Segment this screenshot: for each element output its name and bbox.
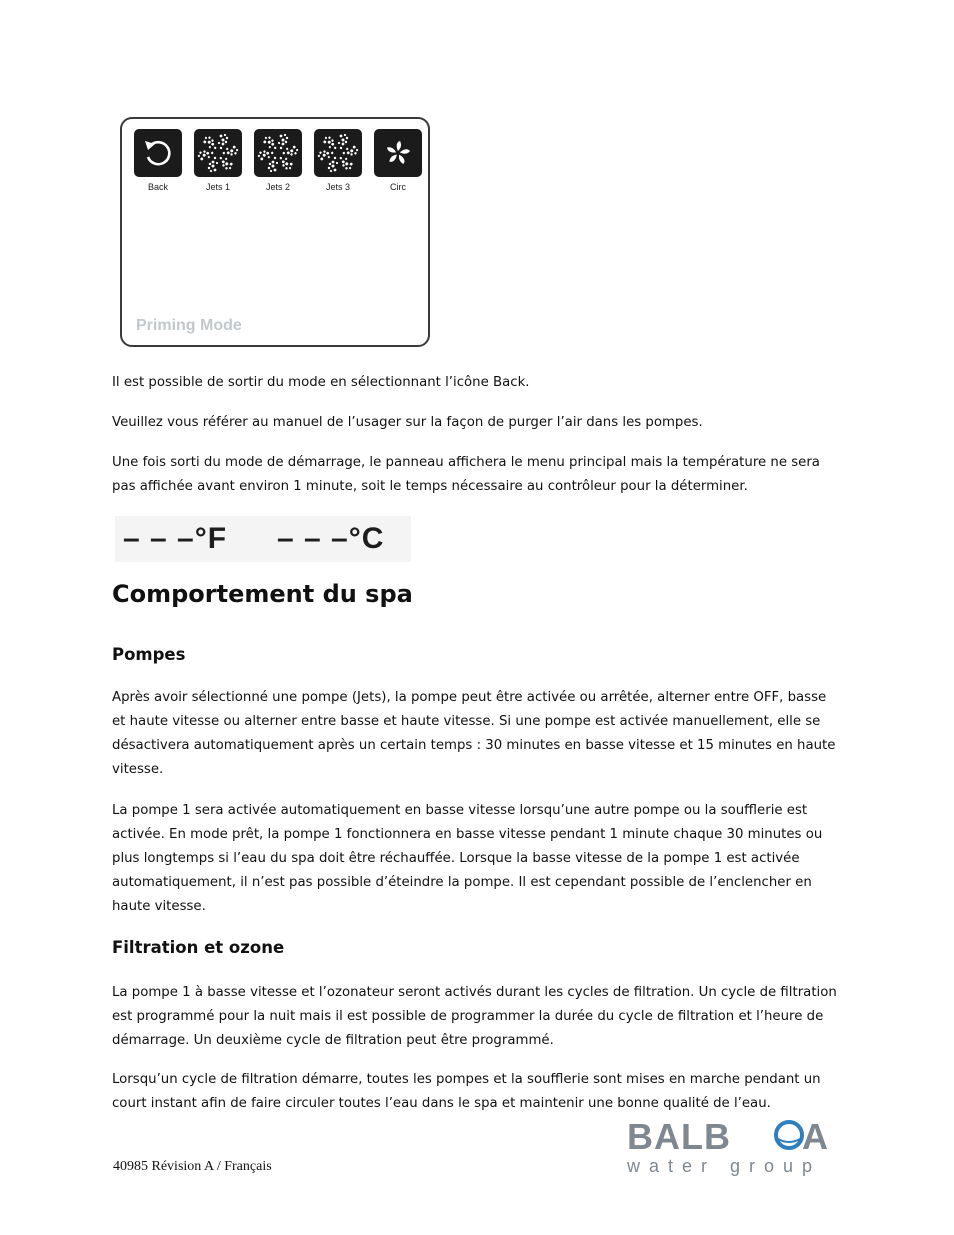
jets-icon bbox=[197, 132, 239, 174]
heading-filtration: Filtration et ozone bbox=[112, 938, 285, 957]
priming-mode-panel bbox=[120, 117, 430, 347]
paragraph-filtration-1: La pompe 1 à basse vitesse et l’ozonateur seront activés durant les cycles de filtration. Un cycle de filtration est programmé pour la nuit mais il est possible de programmer la durée du cycle de filtration et l’heure de démarrage. Un deuxième cycle de filtration peut être programmé. bbox=[112, 985, 837, 1048]
document-reference: 40985 Révision A / Français bbox=[113, 1159, 272, 1174]
paragraph-pompes-2: La pompe 1 sera activée automatiquement en basse vitesse lorsqu’une autre pompe ou la soufflerie est activée. En mode prêt, la pompe 1 fonctionnera en basse vitesse pendant 1 minute chaque 30 minutes ou plus longtemps si l’eau du spa doit être réchauffée. Lorsque la basse vitesse de la pompe 1 est activée automatiquement, il n’est pas possible d’éteindre la pompe. Il est cependant possible de l’enclencher en haute vitesse. bbox=[112, 803, 823, 914]
paragraph-back: Il est possible de sortir du mode en sélectionnant l’icône Back. bbox=[112, 375, 530, 390]
temperature-fahrenheit: – – –°F bbox=[123, 522, 228, 555]
section-title: Comportement du spa bbox=[112, 580, 413, 608]
jets-3-button[interactable] bbox=[314, 129, 362, 177]
heading-pompes: Pompes bbox=[112, 645, 186, 664]
jets-1-button[interactable] bbox=[194, 129, 242, 177]
svg-text:BALB: BALB bbox=[627, 1117, 731, 1157]
back-arrow-icon bbox=[140, 135, 176, 171]
paragraph-startup: Une fois sorti du mode de démarrage, le panneau affichera le menu principal mais la température ne sera pas affichée avant environ 1 minute, soit le temps nécessaire au contrôleur pour la déterminer. bbox=[112, 455, 820, 494]
back-label: Back bbox=[147, 182, 168, 192]
priming-mode-label: Priming Mode bbox=[136, 317, 242, 334]
svg-text:water group: water group bbox=[627, 1156, 822, 1176]
circ-label: Circ bbox=[390, 182, 406, 192]
jets-2-label: Jets 2 bbox=[265, 182, 290, 192]
jets-icon bbox=[317, 132, 359, 174]
temperature-display bbox=[115, 516, 411, 562]
circ-icon bbox=[380, 135, 416, 171]
balboa-logo bbox=[626, 1117, 844, 1177]
temperature-celsius: – – –°C bbox=[277, 522, 385, 555]
paragraph-purge: Veuillez vous référer au manuel de l’usager sur la façon de purger l’air dans les pompes. bbox=[112, 415, 703, 430]
paragraph-pompes-1: Après avoir sélectionné une pompe (Jets), la pompe peut être activée ou arrêtée, alterner entre OFF, basse et haute vitesse ou alterner entre basse et haute vitesse. Si une pompe est activée manuellement, elle se désactivera automatiquement après un certain temps : 30 minutes en basse vitesse et 15 minutes en haute vitesse. bbox=[112, 690, 836, 777]
back-button[interactable] bbox=[134, 129, 182, 177]
jets-2-button[interactable] bbox=[254, 129, 302, 177]
jets-1-label: Jets 1 bbox=[205, 182, 230, 192]
svg-text:A: A bbox=[802, 1117, 828, 1157]
jets-icon bbox=[257, 132, 299, 174]
jets-3-label: Jets 3 bbox=[325, 182, 350, 192]
paragraph-filtration-2: Lorsqu’un cycle de filtration démarre, toutes les pompes et la soufflerie sont mises en marche pendant un court instant afin de faire circuler toutes l’eau dans le spa et maintenir une bonne qualité de l’eau. bbox=[112, 1072, 821, 1111]
circ-button[interactable] bbox=[374, 129, 422, 177]
